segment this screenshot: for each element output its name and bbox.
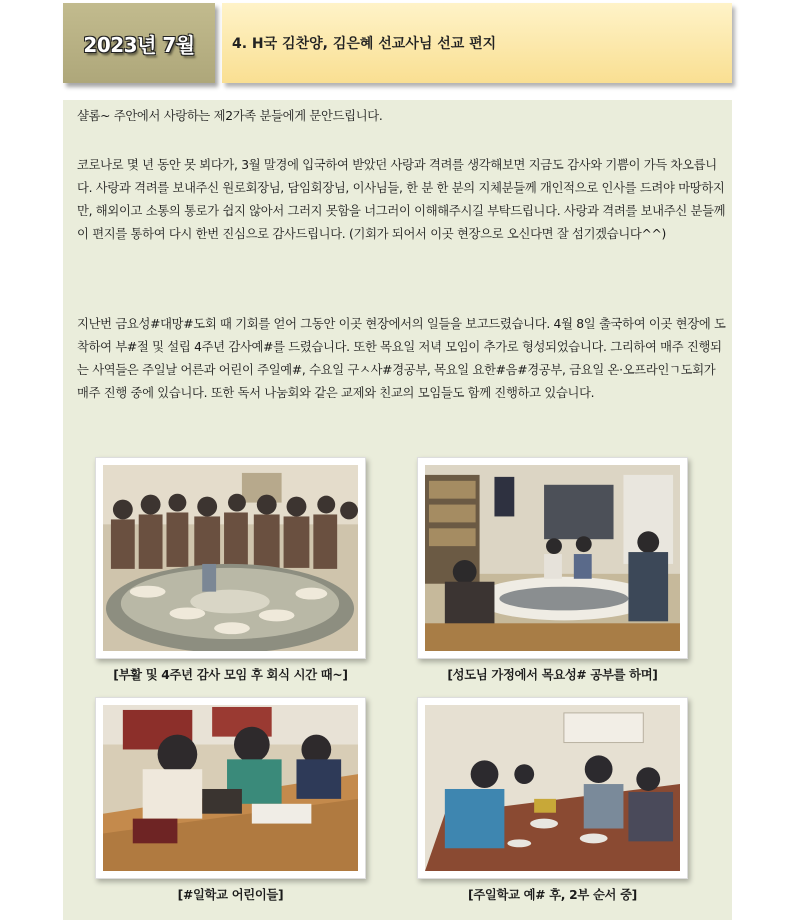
study-photo-illustration: [425, 465, 680, 651]
photo-caption-2: [성도님 가정에서 목요성# 공부를 하며]: [447, 668, 658, 682]
date-badge: [63, 3, 215, 83]
photo-caption-4: [주일학교 예# 후, 2부 순서 중]: [468, 888, 637, 902]
date-label: 2023년 7월: [83, 32, 195, 57]
photo-caption-1: [부활 및 4주년 감사 모임 후 회식 시간 때~]: [113, 668, 348, 682]
title-banner: [222, 3, 732, 83]
photo-home-study: [417, 457, 688, 659]
photo-dinner-gathering: [95, 457, 366, 659]
photo-sunday-school-session: [417, 697, 688, 879]
greeting-text: 샬롬~ 주안에서 사랑하는 제2가족 분들에게 문안드립니다.: [77, 109, 383, 123]
paragraph-1: 코로나로 몇 년 동안 못 뵈다가, 3월 말경에 입국하여 받았던 사랑과 격려를 생각해보면 지금도 감사와 기쁨이 가득 차오릅니다. 사랑과 격려를 보내주신 원로회장님, 담임회장님, 이사님들, 한 분 한 분의 지체분들께 개인적으로 인사를 드려야 마땅하지만, 해외이고 소통의 통로가 쉽지 않아서 그러지 못함을 너그러이 이해해주시길 부탁드립니다. 사랑과 격려를 보내주신 분들께 이 편지를 통하여 다시 한번 진심으로 감사드립니다. (기회가 되어서 이곳 현장으로 오신다면 잘 섬기겠습니다^^): [77, 158, 726, 241]
page-title: 4. H국 김찬양, 김은혜 선교사님 선교 편지: [232, 36, 497, 52]
paragraph-2: 지난번 금요성#대망#도회 때 기회를 얻어 그동안 이곳 현장에서의 일들을 보고드렸습니다. 4월 8일 출국하여 이곳 현장에 도착하여 부#절 및 설립 4주년 감사예#를 드렸습니다. 또한 목요일 저녁 모임이 추가로 형성되었습니다. 그리하여 매주 진행되는 사역들은 주일날 어른과 어린이 주일예#, 수요일 구ㅅ사#경공부, 목요일 요한#음#경공부, 금요일 온·오프라인ㄱ도회가 매주 진행 중에 있습니다. 또한 독서 나눔회와 같은 교제와 친교의 모임들도 함께 진행하고 있습니다.: [77, 317, 726, 400]
children-photo-illustration: [103, 705, 358, 871]
photo-sunday-school-children: [95, 697, 366, 879]
dinner-photo-illustration: [103, 465, 358, 651]
photo-caption-3: [#일학교 어린이들]: [177, 888, 284, 902]
session-photo-illustration: [425, 705, 680, 871]
